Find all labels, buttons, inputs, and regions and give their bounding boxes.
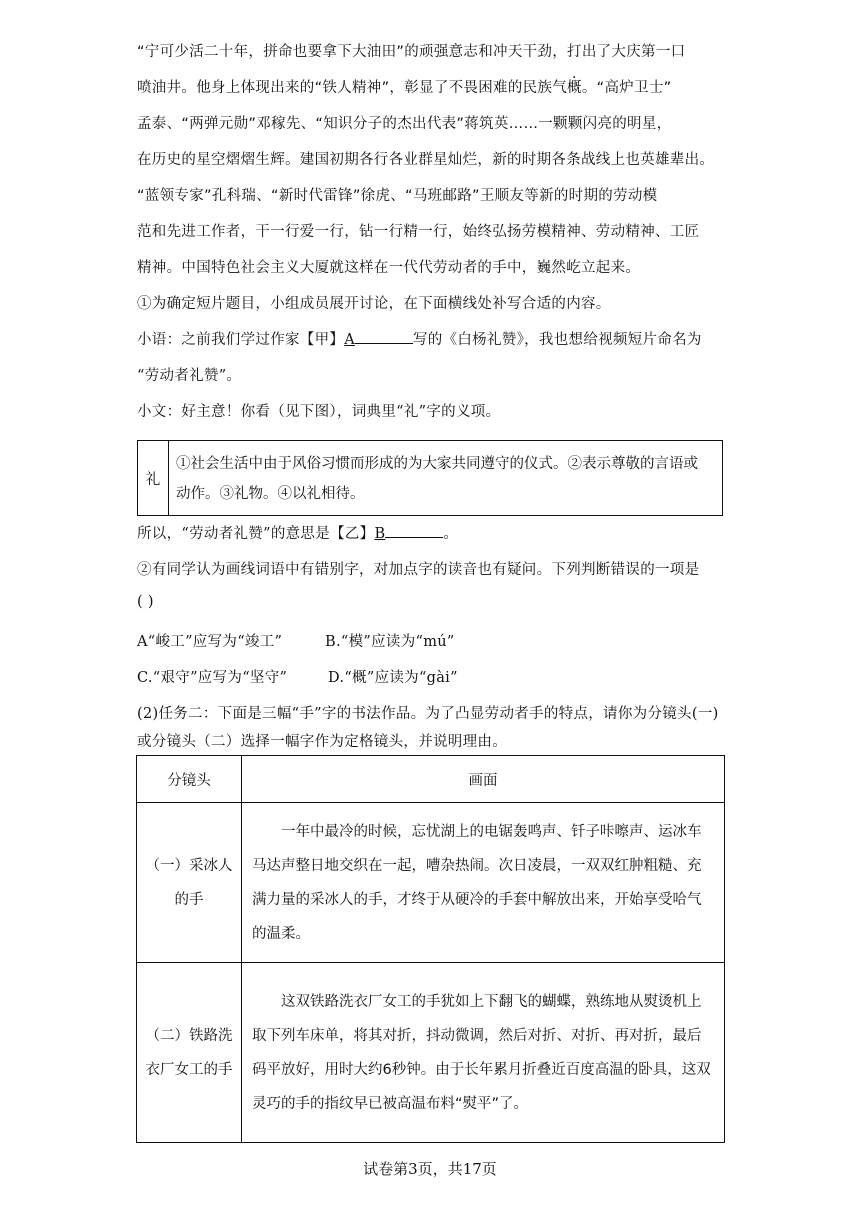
shot-description: 这双铁路洗衣厂女工的手犹如上下翻飞的蝴蝶，熟练地从熨烫机上取下列车床单，将其对折，抖动微调，然后对折、对折、再对折，最后码平放好，用时大约6秒钟。由于长年累月折叠近百度高温的卧具，这双灵巧的手的指纹早已被高温布料“熨平”了。 bbox=[242, 963, 725, 1143]
options-row-1 bbox=[137, 630, 455, 651]
question1b-line: 所以，“劳动者礼赞”的意思是【乙】B 。 bbox=[137, 522, 458, 543]
blank-a-label: A bbox=[344, 332, 355, 348]
passage-line: “蓝领专家”孔科瑞、“新时代雷锋”徐虎、“马班邮路”王顺友等新的时期的劳动模 bbox=[137, 188, 658, 204]
dictionary-body: ①社会生活中由于风俗习惯而形成的为大家共同遵守的仪式。②表示尊敬的言语或 动作。③礼物。④以礼相待。 bbox=[176, 456, 698, 502]
table-row bbox=[137, 803, 725, 963]
blank-b-label: B bbox=[374, 526, 386, 542]
question1-prompt: ①为确定短片题目，小组成员展开讨论，在下面横线处补写合适的内容。 bbox=[137, 296, 611, 312]
page-footer: 试卷第3页，共17页 bbox=[363, 1160, 497, 1178]
options-row-2 bbox=[137, 666, 458, 687]
dictionary-box bbox=[137, 440, 723, 516]
storyboard-table bbox=[136, 755, 725, 1143]
answer-paren[interactable]: ( ) bbox=[137, 594, 154, 610]
task2-line: (2)任务二：下面是三幅“手”字的书法作品。为了凸显劳动者手的特点，请你为分镜头(一) bbox=[137, 706, 719, 722]
passage-line: 在历史的星空熠熠生辉。建国初期各行各业群星灿烂，新的时期各条战线上也英雄辈出。 bbox=[137, 152, 715, 168]
option-d[interactable]: D.“概”应读为“gài” bbox=[328, 670, 458, 686]
question2-prompt: ②有同学认为画线词语中有错别字，对加点字的读音也有疑问。下列判断错误的一项是 bbox=[137, 562, 700, 578]
header-shot: 分镜头 bbox=[137, 756, 242, 803]
table-header-row bbox=[137, 756, 725, 803]
option-a[interactable]: A“峻工”应写为“竣工” bbox=[137, 634, 283, 650]
shot-label: （一）采冰人的手 bbox=[137, 803, 242, 963]
task2-line-2: 或分镜头（二）选择一幅字作为定格镜头，并说明理由。 bbox=[137, 734, 507, 750]
xiaowen-line: 小文：好主意！你看（见下图），词典里“礼”字的义项。 bbox=[137, 404, 501, 420]
dictionary-head: 礼 bbox=[138, 441, 169, 515]
xiaoyu-line: 小语：之前我们学过作家【甲】A 写的《白杨礼赞》，我也想给视频短片命名为 bbox=[137, 328, 702, 349]
answer-blank-b[interactable] bbox=[385, 523, 443, 538]
dotted-char: 概 bbox=[567, 80, 582, 96]
option-b[interactable]: B.“模”应读为“mú” bbox=[325, 634, 455, 650]
header-scene: 画面 bbox=[242, 756, 725, 803]
shot-label: （二）铁路洗衣厂女工的手 bbox=[137, 963, 242, 1143]
passage-line: 喷油井。他身上体现出来的“铁人精神”，彰显了不畏困难的民族气概。“高炉卫士” bbox=[137, 80, 672, 96]
passage-line: “宁可少活二十年，拼命也要拿下大油田”的顽强意志和冲天干劲，打出了大庆第一口 bbox=[137, 44, 686, 60]
xiaoyu-line-2: “劳动者礼赞”。 bbox=[137, 368, 242, 384]
passage-line: 孟泰、“两弹元勋”邓稼先、“知识分子的杰出代表”蒋筑英……一颗颗闪亮的明星， bbox=[137, 116, 672, 132]
passage-line: 范和先进工作者，干一行爱一行，钻一行精一行，始终弘扬劳模精神、劳动精神、工匠 bbox=[137, 224, 700, 240]
shot-description: 一年中最冷的时候，忘忧湖上的电锯轰鸣声、钎子咔嚓声、运冰车马达声整日地交织在一起，嘈杂热闹。次日凌晨，一双双红肿粗糙、充满力量的采冰人的手，才终于从硬冷的手套中解放出来，开始享受哈气的温柔。 bbox=[242, 803, 725, 963]
option-c[interactable]: C.“艰守”应写为“坚守” bbox=[137, 670, 288, 686]
answer-blank-a[interactable] bbox=[355, 329, 413, 344]
passage-line: 精神。中国特色社会主义大厦就这样在一代代劳动者的手中，巍然屹立起来。 bbox=[137, 260, 641, 276]
table-row bbox=[137, 963, 725, 1143]
